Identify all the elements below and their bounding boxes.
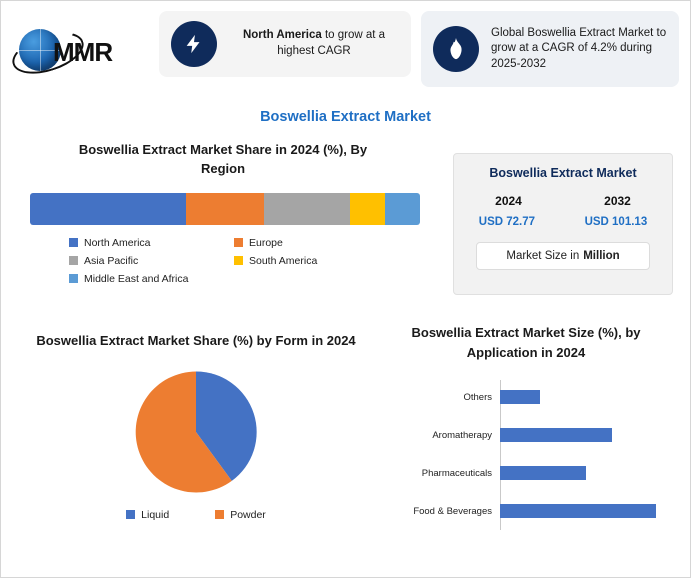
legend-label-middle-east-africa: Middle East and Africa bbox=[84, 272, 189, 285]
legend-swatch-liquid bbox=[126, 510, 135, 519]
legend-item bbox=[126, 509, 169, 521]
form-pie bbox=[133, 369, 259, 495]
legend-label-asia-pacific: Asia Pacific bbox=[84, 254, 139, 267]
application-label-aromatherapy: Aromatherapy bbox=[432, 429, 492, 441]
badge-north-america bbox=[159, 11, 411, 77]
legend-swatch-north-america bbox=[69, 238, 78, 247]
application-label-others: Others bbox=[463, 391, 492, 403]
page-title: Boswellia Extract Market bbox=[260, 109, 431, 125]
application-bar-others bbox=[500, 390, 540, 404]
badge-north-america-text bbox=[229, 28, 399, 59]
legend-item bbox=[69, 237, 234, 249]
region-stacked-bar bbox=[30, 193, 420, 225]
application-label-food-beverages: Food & Beverages bbox=[413, 505, 492, 517]
region-legend bbox=[69, 237, 399, 291]
form-pie-svg bbox=[133, 369, 259, 495]
flame-icon bbox=[433, 26, 479, 72]
badge-region-label: North America bbox=[242, 29, 322, 42]
legend-item bbox=[234, 237, 399, 249]
legend-swatch-asia-pacific bbox=[69, 256, 78, 265]
application-row-pharmaceuticals bbox=[382, 456, 672, 490]
brand-name: MMR bbox=[53, 37, 113, 67]
application-row-food-beverages bbox=[382, 494, 672, 528]
market-size-card-title: Boswellia Extract Market bbox=[489, 166, 637, 180]
region-chart-title: Boswellia Extract Market Share in 2024 (%), By Region bbox=[78, 142, 368, 176]
market-size-unit-value: Million bbox=[583, 250, 620, 262]
brand-logo bbox=[11, 11, 151, 81]
application-bar-food-beverages bbox=[500, 504, 656, 518]
region-share-chart bbox=[23, 141, 423, 291]
header bbox=[11, 11, 680, 87]
application-row-aromatherapy bbox=[382, 418, 672, 452]
application-label-pharmaceuticals: Pharmaceuticals bbox=[421, 467, 492, 479]
legend-label-liquid: Liquid bbox=[141, 508, 170, 521]
legend-label-powder: Powder bbox=[230, 508, 266, 521]
application-bar-aromatherapy bbox=[500, 428, 612, 442]
market-size-unit-label: Market Size in bbox=[506, 250, 580, 262]
application-bars bbox=[382, 380, 672, 530]
region-segment-north-america bbox=[30, 193, 186, 225]
legend-swatch-europe bbox=[234, 238, 243, 247]
application-share-chart bbox=[376, 323, 676, 530]
application-row-others bbox=[382, 380, 672, 414]
application-bar-pharmaceuticals bbox=[500, 466, 586, 480]
badge-global-cagr-text: Global Boswellia Extract Market to grow at a CAGR of 4.2% during 2025-2032 bbox=[491, 26, 667, 70]
legend-swatch-middle-east-africa bbox=[69, 274, 78, 283]
legend-swatch-powder bbox=[215, 510, 224, 519]
bolt-icon bbox=[171, 21, 217, 67]
legend-label-south-america: South America bbox=[249, 254, 318, 267]
application-chart-title: Boswellia Extract Market Size (%), by Application in 2024 bbox=[411, 325, 641, 360]
form-chart-title: Boswellia Extract Market Share (%) by Form in 2024 bbox=[36, 333, 356, 348]
legend-item bbox=[69, 255, 234, 267]
legend-item bbox=[69, 273, 234, 285]
market-size-card bbox=[453, 153, 673, 295]
badge-region-rest: to grow at a highest CAGR bbox=[277, 29, 386, 57]
market-size-year-2024: 2024 bbox=[495, 194, 522, 208]
market-size-value-2032: USD 101.13 bbox=[584, 216, 648, 228]
market-size-value-2024: USD 72.77 bbox=[478, 216, 536, 228]
form-legend bbox=[31, 509, 361, 527]
market-size-unit-box bbox=[476, 242, 650, 270]
market-size-values bbox=[454, 216, 672, 228]
legend-item bbox=[215, 509, 266, 521]
legend-swatch-south-america bbox=[234, 256, 243, 265]
region-segment-south-america bbox=[350, 193, 385, 225]
form-share-chart bbox=[31, 331, 361, 527]
legend-label-europe: Europe bbox=[249, 236, 283, 249]
legend-label-north-america: North America bbox=[84, 236, 151, 249]
market-size-year-2032: 2032 bbox=[604, 194, 631, 208]
badge-global-cagr bbox=[421, 11, 679, 87]
market-size-years bbox=[454, 194, 672, 208]
legend-item bbox=[234, 255, 399, 267]
region-segment-middle-east-africa bbox=[385, 193, 420, 225]
region-segment-europe bbox=[186, 193, 264, 225]
region-segment-asia-pacific bbox=[264, 193, 350, 225]
